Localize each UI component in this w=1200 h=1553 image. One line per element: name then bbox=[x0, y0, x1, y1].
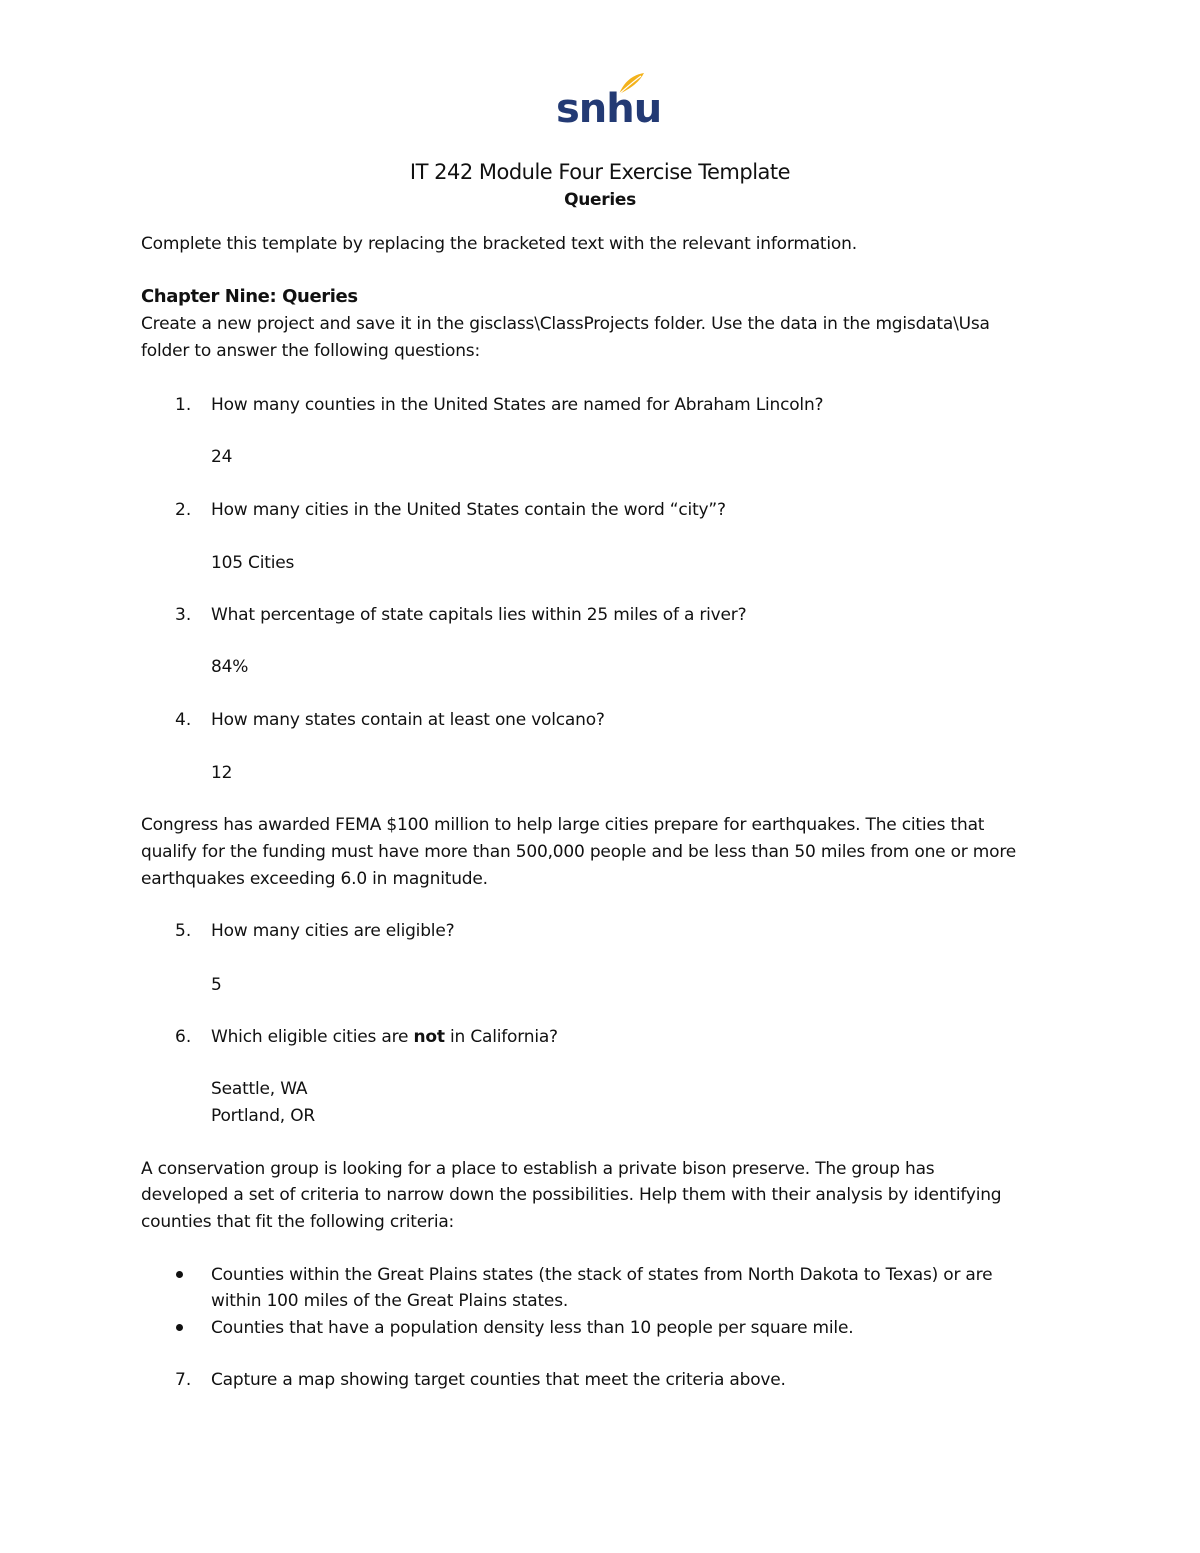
question-text: How many states contain at least one volcano? bbox=[211, 710, 605, 730]
question-text: How many cities are eligible? bbox=[211, 921, 455, 941]
intro-text: Complete this template by replacing the bracketed text with the relevant information. bbox=[141, 234, 857, 254]
fema-paragraph-line1: Congress has awarded FEMA $100 million to help large cities prepare for earthquakes. The cities that bbox=[141, 815, 985, 835]
leaf-icon bbox=[616, 72, 646, 98]
question-number: 6. bbox=[175, 1027, 192, 1047]
question-text: Capture a map showing target counties that meet the criteria above. bbox=[211, 1370, 786, 1390]
bullet-icon bbox=[176, 1324, 183, 1331]
question-text: What percentage of state capitals lies within 25 miles of a river? bbox=[211, 605, 747, 625]
question-number: 5. bbox=[175, 921, 192, 941]
fema-paragraph-line2: qualify for the funding must have more than 500,000 people and be less than 50 miles from one or more bbox=[141, 842, 1017, 862]
criteria-item-line2: within 100 miles of the Great Plains states. bbox=[211, 1291, 569, 1311]
document-subtitle: Queries bbox=[564, 190, 636, 210]
question-number: 4. bbox=[175, 710, 192, 730]
criteria-item-line1: Counties that have a population density less than 10 people per square mile. bbox=[211, 1318, 854, 1338]
fema-paragraph-line3: earthquakes exceeding 6.0 in magnitude. bbox=[141, 869, 488, 889]
logo-wordmark: snhu bbox=[556, 86, 662, 132]
bison-paragraph-line2: developed a set of criteria to narrow down the possibilities. Help them with their analysis by identifying bbox=[141, 1185, 1002, 1205]
answer-text: 105 Cities bbox=[211, 553, 295, 573]
question-text-part: Which eligible cities are bbox=[211, 1027, 414, 1047]
chapter-instructions-line2: folder to answer the following questions: bbox=[141, 341, 480, 361]
snhu-logo bbox=[556, 72, 662, 134]
question-emphasis: not bbox=[413, 1027, 445, 1047]
chapter-heading: Chapter Nine: Queries bbox=[141, 286, 358, 307]
answer-text: Seattle, WA bbox=[211, 1079, 308, 1099]
criteria-item-line1: Counties within the Great Plains states (the stack of states from North Dakota to Texas) or are bbox=[211, 1265, 993, 1285]
bullet-icon bbox=[176, 1271, 183, 1278]
chapter-instructions-line1: Create a new project and save it in the gisclass\ClassProjects folder. Use the data in the mgisdata\Usa bbox=[141, 314, 990, 334]
question-text bbox=[211, 1024, 558, 1050]
answer-text: 5 bbox=[211, 975, 222, 995]
answer-text: 24 bbox=[211, 447, 233, 467]
question-number: 3. bbox=[175, 605, 192, 625]
bison-paragraph-line3: counties that fit the following criteria: bbox=[141, 1212, 455, 1232]
question-text: How many cities in the United States contain the word “city”? bbox=[211, 500, 726, 520]
answer-text: 12 bbox=[211, 763, 233, 783]
question-number: 2. bbox=[175, 500, 192, 520]
question-number: 7. bbox=[175, 1370, 192, 1390]
answer-text: Portland, OR bbox=[211, 1106, 316, 1126]
question-text-part: in California? bbox=[444, 1027, 558, 1047]
question-text: How many counties in the United States are named for Abraham Lincoln? bbox=[211, 395, 824, 415]
bison-paragraph-line1: A conservation group is looking for a place to establish a private bison preserve. The group has bbox=[141, 1159, 935, 1179]
answer-text: 84% bbox=[211, 657, 249, 677]
question-number: 1. bbox=[175, 395, 192, 415]
document-title: IT 242 Module Four Exercise Template bbox=[409, 160, 791, 184]
